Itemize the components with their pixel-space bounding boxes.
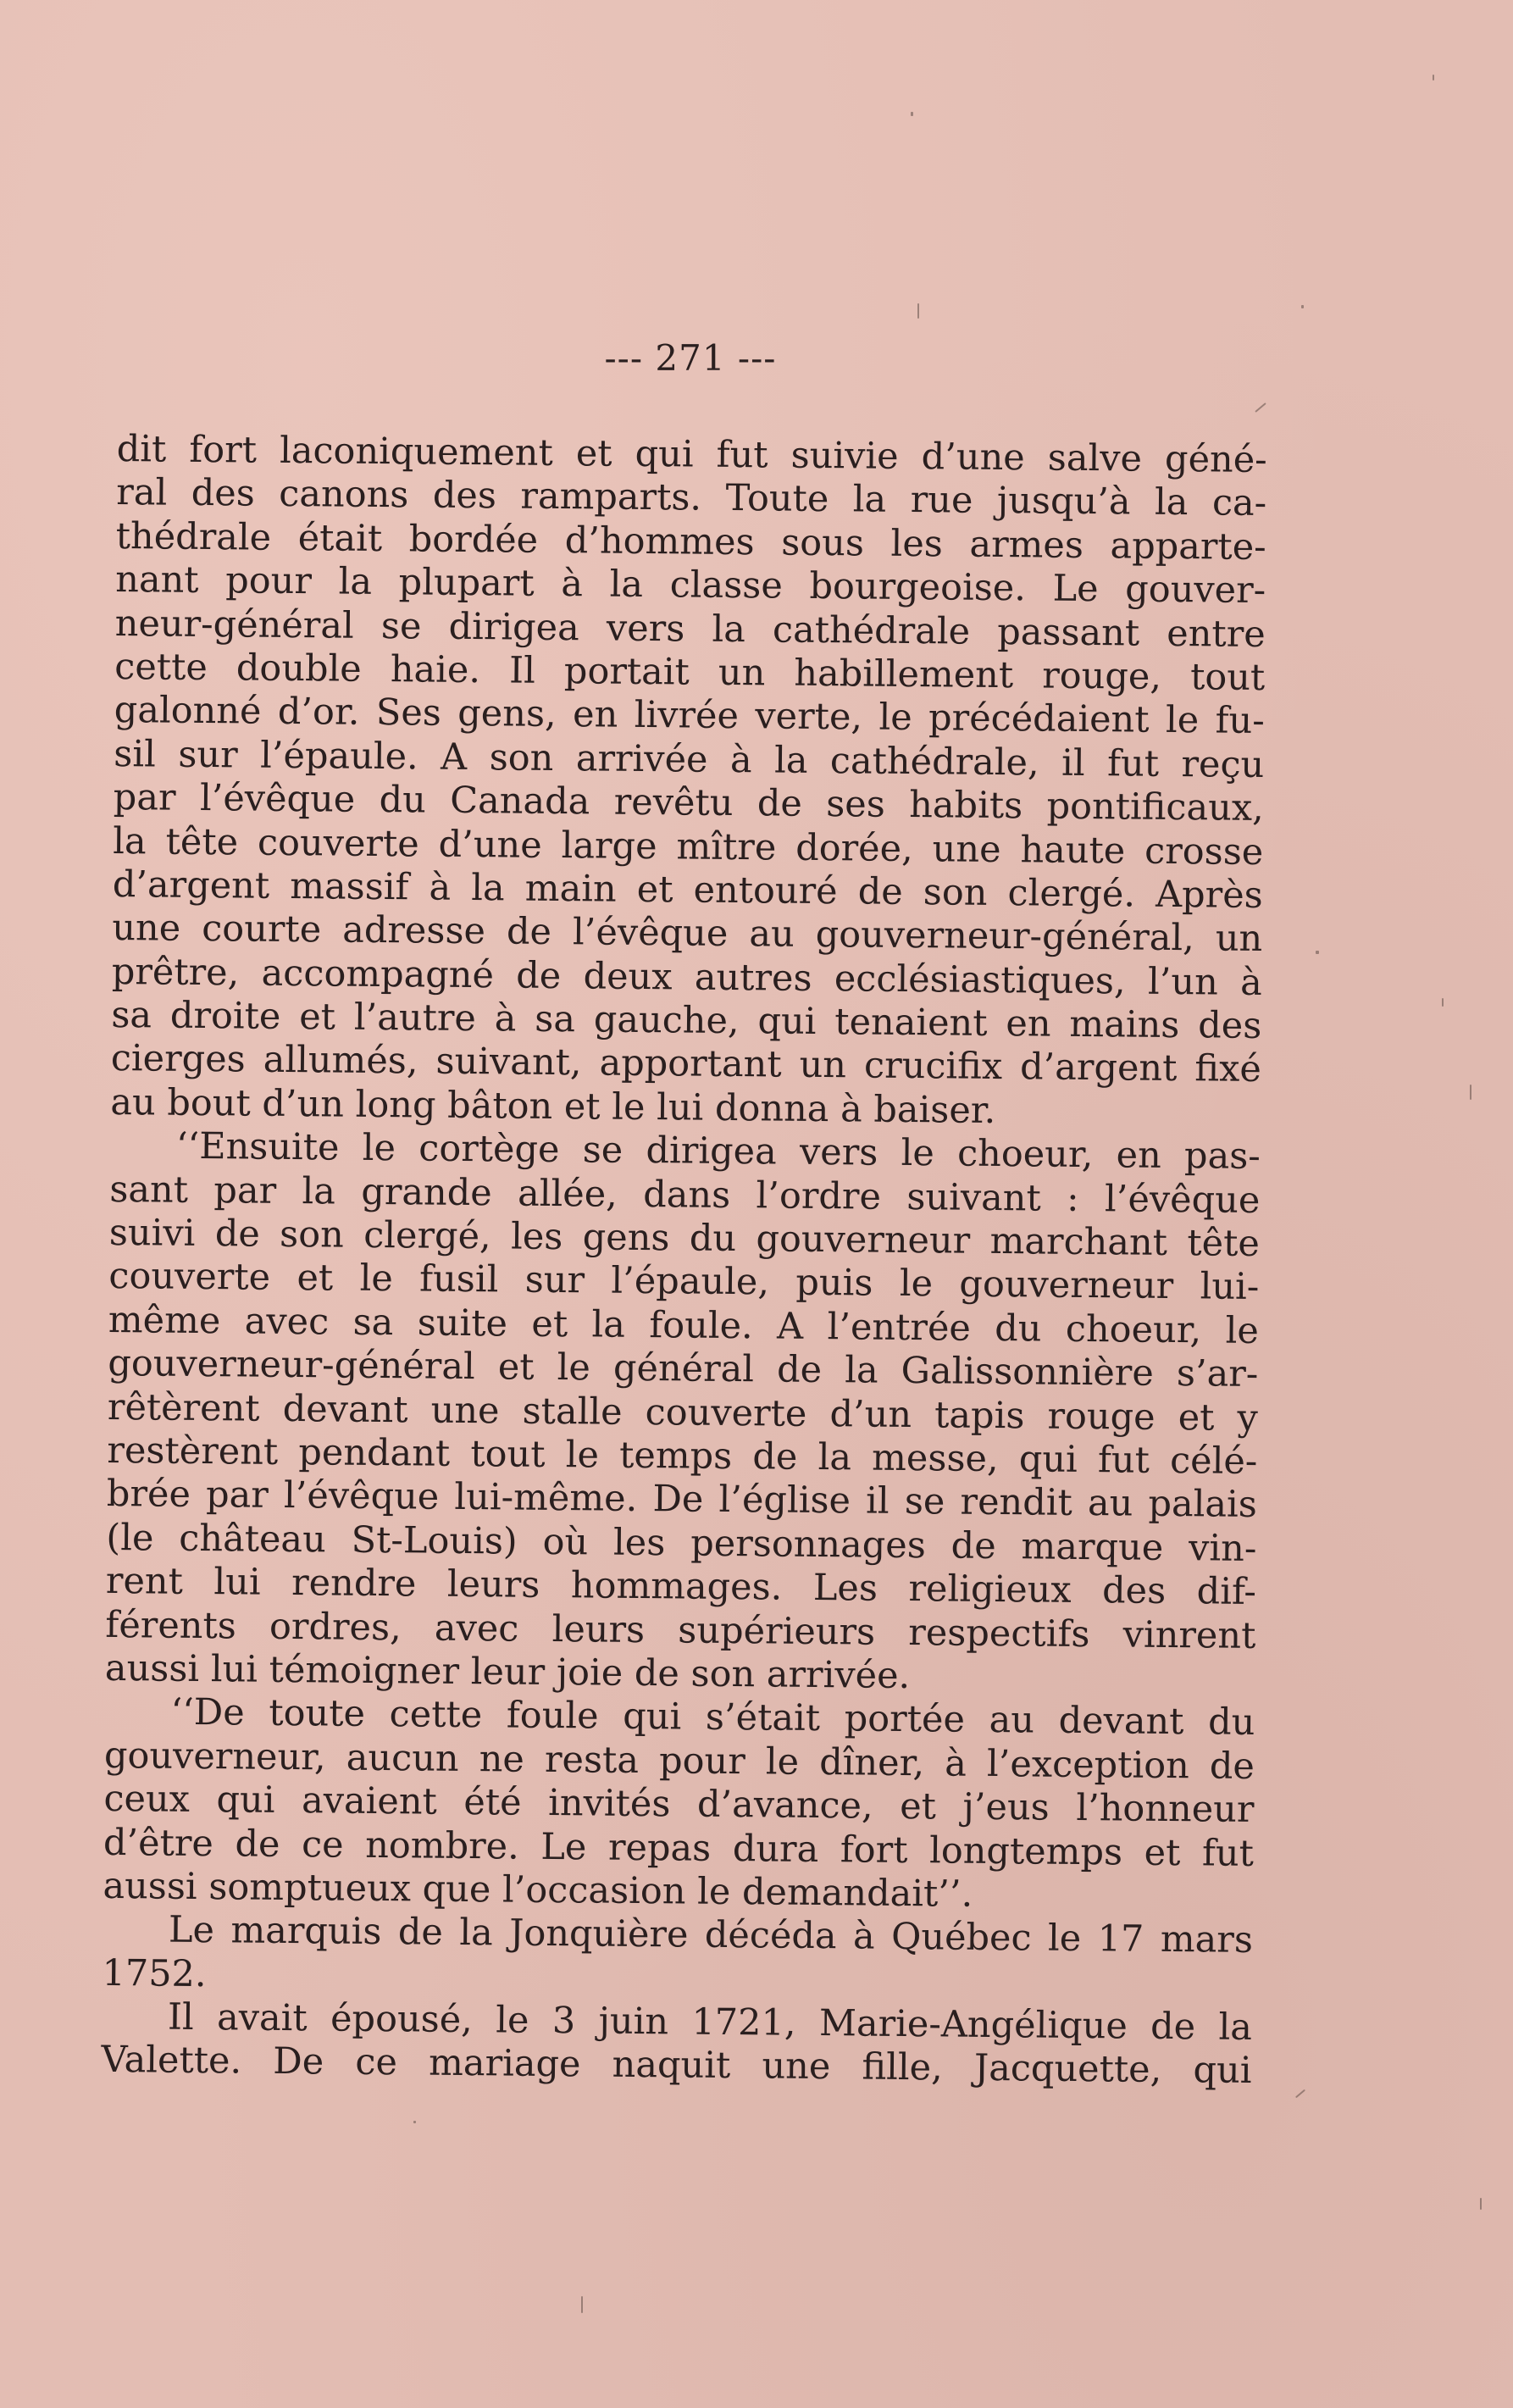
paper-speck [1433, 75, 1434, 80]
text-line: rent lui rendre leurs hommages. Les religieux des dif- [105, 1560, 1257, 1614]
page-number-text: --- 271 --- [604, 337, 777, 379]
text-line: par l’évêque du Canada revêtu de ses habits pontificaux, [113, 776, 1264, 830]
text-line: aussi lui témoigner leur joie de son arrivée. [104, 1646, 911, 1697]
text-line: ceux qui avaient été invités d’avance, et j’eus l’honneur [103, 1778, 1255, 1832]
text-line: restèrent pendant tout le temps de la messe, qui fut célé- [107, 1429, 1258, 1483]
text-line: suivi de son clergé, les gens du gouverneur marchant tête [108, 1211, 1261, 1266]
text-line: gouverneur, aucun ne resta pour le dîner, à l’exception de [103, 1734, 1255, 1788]
paper-speck [581, 2296, 583, 2313]
text-line: même avec sa suite et la foule. A l’entrée du choeur, le [108, 1298, 1260, 1352]
text-line: thédrale était bordée d’hommes sous les armes apparte- [115, 514, 1266, 569]
text-line: prêtre, accompagné de deux autres ecclésiastiques, l’un à [111, 950, 1263, 1004]
text-line: d’être de ce nombre. Le repas dura fort longtemps et fut [103, 1821, 1255, 1875]
paper-speck [413, 2121, 416, 2123]
paper-speck [1255, 402, 1266, 413]
text-line: sa droite et l’autre à sa gauche, qui tenaient en mains des [111, 994, 1262, 1048]
text-line: aussi somptueux que l’occasion le demandait’’. [103, 1864, 973, 1916]
text-line: ‘‘De toute cette foule qui s’était portée au devant du [170, 1691, 1255, 1745]
text-line: couverte et le fusil sur l’épaule, puis le gouverneur lui- [108, 1255, 1260, 1309]
text-line: gouverneur-général et le général de la Galissonnière s’ar- [108, 1342, 1259, 1396]
paper-speck [1301, 305, 1304, 308]
text-line: nant pour la plupart à la classe bourgeoise. Le gouver- [115, 558, 1266, 613]
text-line: neur-général se dirigea vers la cathédrale passant entre [114, 602, 1266, 656]
text-line: férents ordres, avec leurs supérieurs respectifs vinrent [105, 1603, 1256, 1657]
text-line: au bout d’un long bâton et le lui donna à baiser. [110, 1080, 996, 1132]
text-line: ral des canons des ramparts. Toute la rue jusqu’à la ca- [116, 471, 1267, 525]
text-line: galonné d’or. Ses gens, en livrée verte, le précédaient le fu- [114, 689, 1265, 743]
text-line: cette double haie. Il portait un habillement rouge, tout [114, 645, 1266, 699]
page-number [0, 337, 1513, 379]
text-line: rêtèrent devant une stalle couverte d’un tapis rouge et y [107, 1385, 1259, 1440]
text-line: cierges allumés, suivant, apportant un crucifix d’argent fixé [110, 1037, 1262, 1091]
paper-speck [1295, 2089, 1305, 2099]
text-line: dit fort laconiquement et qui fut suivie d’une salve géné- [116, 428, 1267, 482]
paper-speck [1316, 951, 1319, 954]
text-line: la tête couverte d’une large mître dorée, une haute crosse [113, 819, 1264, 874]
text-line: Valette. De ce mariage naquit une fille, Jacquette, qui [101, 2039, 1252, 2093]
paper-speck [911, 112, 913, 116]
text-line: d’argent massif à la main et entouré de son clergé. Après [112, 863, 1264, 917]
text-line: (le château St-Louis) où les personnages de marque vin- [106, 1516, 1257, 1570]
text-line: 1752. [102, 1951, 207, 1995]
text-line: Le marquis de la Jonquière décéda à Québec le 17 mars [168, 1908, 1254, 1962]
text-line: Il avait épousé, le 3 juin 1721, Marie-Angélique de la [167, 1995, 1253, 2050]
paper-speck [1470, 1085, 1471, 1100]
text-line: une courte adresse de l’évêque au gouverneur-général, un [112, 907, 1263, 961]
text-line: brée par l’évêque lui-même. De l’église il se rendit au palais [106, 1473, 1258, 1527]
paper-speck [1480, 2198, 1482, 2210]
text-line: sil sur l’épaule. A son arrivée à la cathédrale, il fut reçu [114, 732, 1265, 786]
text-line: ‘‘Ensuite le cortège se dirigea vers le choeur, en pas- [175, 1124, 1261, 1179]
text-line: sant par la grande allée, dans l’ordre suivant : l’évêque [109, 1168, 1261, 1222]
body-text [101, 428, 1267, 2094]
paper-speck [1442, 998, 1444, 1007]
paper-speck [917, 303, 919, 319]
